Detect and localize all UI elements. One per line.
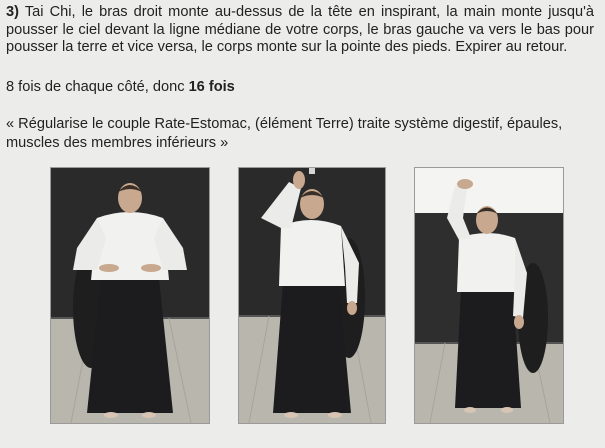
step-paragraph: [6, 4, 594, 57]
photo-start-position: [50, 167, 210, 424]
benefit-quote: « Régularise le couple Rate-Estomac, (élément Terre) traite système digestif, épaules, muscles des membres inférieurs »: [6, 116, 563, 151]
step-body: Tai Chi, le bras droit monte au-dessus de la tête en inspirant, la main monte jusqu'à pousser le ciel devant la ligne médiane de votre corps, le bras gauche va vers le bas pour pousser la terre et vice versa, le corps monte sur la pointe des pieds. Expirer au retour.: [6, 4, 594, 55]
photo-arm-fully-up: [414, 167, 564, 424]
count-total: 16 fois: [188, 79, 235, 95]
repetition-count: [6, 79, 235, 97]
count-prefix: 8 fois de chaque côté, donc: [6, 79, 189, 95]
photo-right-arm-up: [238, 167, 386, 424]
step-number: 3): [6, 4, 19, 20]
